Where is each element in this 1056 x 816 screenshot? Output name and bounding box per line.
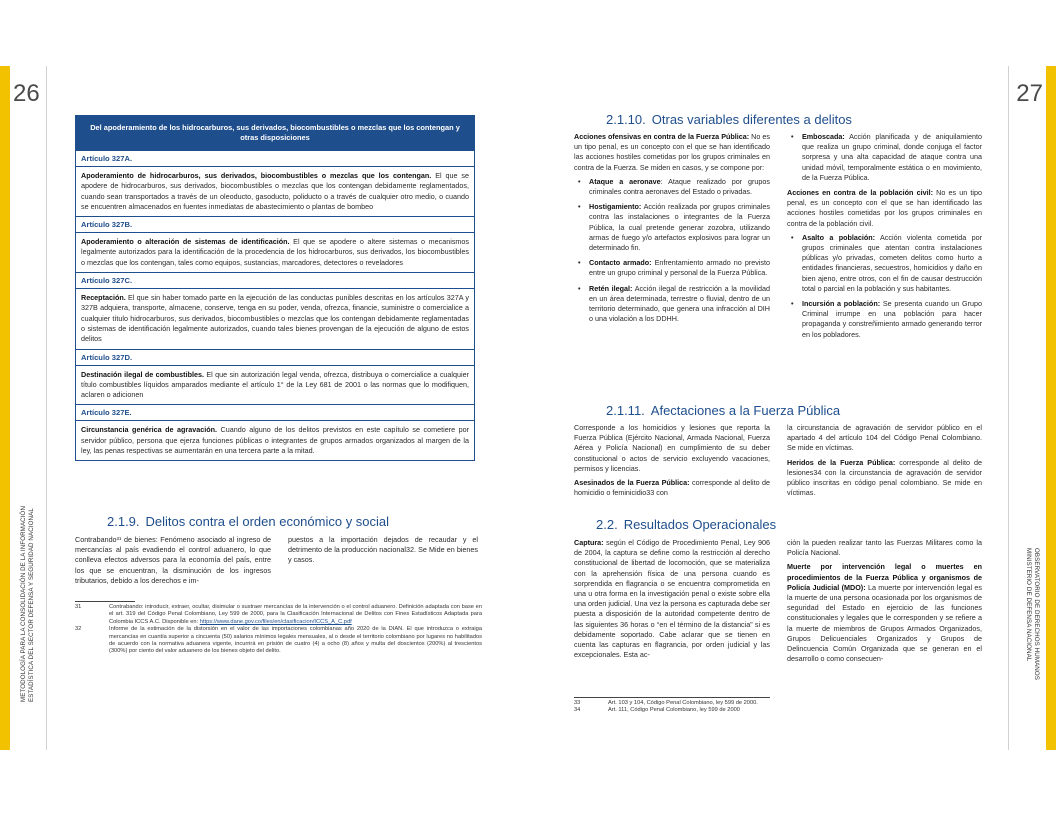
bullet-text: Acción realizada por grupos criminales contra las instalaciones o integrantes de la Fuerza Pública, la cual pretende generar zozobra, utilizando armas de fuego y/o artefactos explosivos para lograr un determinado fin.: [589, 202, 770, 253]
bullet-text: Acción violenta cometida por grupos criminales que atentan contra instalaciones públicas y/o privadas, cometen delitos como hurto a entidades financieras, secuestros, homicidios y daño en bien ajeno, entre otros, con el fin de causar destrucción total o parcial en la población y sus habitantes.: [802, 232, 982, 293]
footnote-31: [75, 604, 482, 626]
right-margin-rule: [1008, 66, 1009, 750]
hydrocarbon-articles-table: [75, 115, 475, 461]
footnote-number: 34: [574, 707, 581, 714]
section-number: 2.1.9.: [107, 514, 140, 529]
footnote-33: [574, 700, 814, 707]
article-title: Destinación ilegal de combustibles.: [81, 369, 204, 379]
paragraph: [787, 458, 982, 499]
paragraph: [787, 562, 982, 664]
section-2-1-11-col2: [787, 423, 982, 502]
section-heading-2-1-10: [606, 112, 852, 127]
table-header: Del apoderamiento de los hidrocarburos, sus derivados, biocombustibles o mezclas que los contengan y otras disposiciones: [76, 116, 474, 150]
footnotes-right: [574, 700, 814, 715]
bullet-item: [574, 202, 770, 253]
bullet-text: Enfrentamiento armado no previsto entre un grupo criminal y personal de la Fuerza Pública.: [589, 258, 770, 278]
bullet-term: Incursión a población:: [802, 299, 881, 309]
bullet-text: Acción ilegal de restricción a la movilidad en un área determinada, terrestre o fluvial, dentro de un territorio determinado, que genera una infracción al DIH o una violación a los DDHH.: [589, 283, 770, 324]
bullet-text: Se presenta cuando un Grupo Criminal irrumpe en una población para hacer propaganda y constreñimiento armado generando terror en los pobladores.: [802, 299, 982, 339]
paragraph: [574, 478, 770, 498]
section-number: 2.1.10.: [606, 112, 646, 127]
left-running-title-line1: METODOLOGÍA PARA LA CONSOLIDACIÓN DE LA INFORMACIÓN: [20, 505, 27, 702]
left-page-accent-strip: [0, 66, 10, 750]
right-running-title-line1: OBSERVATORIO DE DERECHOS HUMANOS: [1033, 548, 1040, 681]
section-title: Otras variables diferentes a delitos: [651, 112, 852, 127]
bullet-text: Acción planificada y de aniquilamiento que realiza un grupo criminal, donde conjuga el factor sorpresa y una alta capacidad de ataque contra una unidad móvil, temporalmente estática o en movimiento, de la Fuerza Pública.: [802, 132, 982, 182]
right-page-accent-strip: [1046, 66, 1056, 750]
term: Acciones ofensivas en contra de la Fuerza Pública:: [574, 132, 750, 141]
bullet-item: [574, 177, 770, 197]
term-definition: No es un tipo penal, es un concepto con el que se han identificado las acciones hostiles cometidas por los grupos criminales en contra de la población civil.: [787, 188, 982, 228]
term-definition: corresponde al delito de homicidio o feminicidio33 con: [574, 478, 770, 498]
footnote-text: Art. 111, Código Penal Colombiano, ley 599 de 2000: [608, 707, 740, 714]
footnote-number: 31: [75, 604, 82, 610]
paragraph: [574, 132, 770, 173]
footnote-text: Art. 103 y 104, Código Penal Colombiano, ley 599 de 2000.: [608, 700, 758, 706]
article-body: [76, 420, 474, 460]
paragraph: [574, 538, 770, 660]
footnote-text: Contrabando: introducir, extraer, ocultar, disimular o sustraer mercancías de la intervención o el control aduanero. Definición adaptada con base en el art. 319 del Código Penal Colombiano, Ley 599 de 2000, para la Clasificación Internacional de Delitos con Fines Estadísticos Adaptada para Colombia ICCS A.C. Disponible en:: [109, 604, 482, 625]
section-title: Delitos contra el orden económico y social: [145, 514, 390, 529]
article-title: Receptación.: [81, 293, 126, 303]
left-running-title-line2: ESTADÍSTICA DEL SECTOR DEFENSA Y SEGURIDAD NACIONAL: [28, 508, 35, 702]
paragraph: la circunstancia de agravación de servidor público en el apartado 4 del artículo 104 del Código Penal Colombiano. Se mide en víctimas.: [787, 423, 982, 453]
left-margin-rule: [46, 66, 47, 750]
term-definition: corresponde al delito de lesiones34 con la circunstancia de agravación de servidor público inscritas en código penal colombiano. Se mide en víctimas.: [787, 457, 982, 498]
article-text: El que sin haber tomado parte en la ejecución de las conductas punibles descritas en los artículos 327A y 327B adquiera, transporte, almacene, conserve, tenga en su poder, venda, ofrezca, financie, suministre o comercialice a cualquier título hidrocarburos, sus derivados, biocombustibles o mezclas que los contengan debidamente reglamentadas o sistemas de identificación legalmente autorizados, cuando tales bienes provengan de la ejecución de alguno de estos delitos: [81, 293, 469, 344]
article-body: [76, 365, 474, 405]
footnotes-left: [75, 604, 482, 656]
bullet-item: [574, 284, 770, 325]
term-definition: La muerte por intervención legal es la muerte de una persona ocasionada por los organismos de seguridad del Estado en ejercicio de las funciones constitucionales y legales que le corresponden y se refiere a la muerte de miembros de Grupos Armados Organizados, Grupos Delicuenciales Organizados y Grupos de Delincuencia Común Organizada que se generan en el desarrollo o como consecuen-: [787, 582, 982, 664]
footnote-32: [75, 626, 482, 656]
section-heading-2-1-11: [606, 403, 840, 418]
right-running-title: [1024, 548, 1040, 680]
bullet-term: Contacto armado:: [589, 258, 652, 268]
section-heading-2-2: [596, 517, 776, 532]
article-body: [76, 166, 474, 216]
page-number-right: 27: [1016, 80, 1043, 107]
term: Heridos de la Fuerza Pública:: [787, 457, 896, 467]
article-body: [76, 288, 474, 348]
article-title: Apoderamiento de hidrocarburos, sus derivados, biocombustibles o mezclas que los contengan.: [81, 171, 432, 180]
bullet-item: [787, 132, 982, 183]
article-text: El que se apodere de hidrocarburos, sus derivados, biocombustibles o mezclas que los contengan debidamente reglamentados, cuando sean transportados a través de un oleoducto, gasoducto, poliducto o a través de cualquier otro medio, o cuando se encuentren almacenados en fuentes inmediatas de abastecimiento o plantas de bombeo: [81, 171, 470, 211]
footnote-rule-right: [574, 697, 770, 698]
article-label: Artículo 327D.: [76, 349, 474, 365]
section-number: 2.2.: [596, 517, 618, 532]
footnote-text: Informe de la estimación de la distorsión en el valor de las importaciones colombianas año 2020 de la DIAN. El que introduzca o extraiga mercancías en cuantía superior a cincuenta (50) salarios mínimos legales mensuales, al o desde el territorio colombiano por lugares no habilitados de acuerdo con la normativa aduanera vigente, incurrirá en prisión de cuatro (4) a ocho (8) años y multa del doscientos (200%) al trescientos (300%) por ciento del valor aduanero de los bienes objeto del delito.: [109, 626, 482, 655]
section-2-1-11-col1: [574, 423, 770, 502]
paragraph: [787, 188, 982, 229]
article-text: El que se apodere o altere sistemas o mecanismos legalmente autorizados para la identificación de la procedencia de los hidrocarburos, sus derivados, los biocombustibles o mezclas que los contengan, tales como equipos, sustancias, marcadores, detectores o reveladores: [81, 237, 469, 267]
article-title: Apoderamiento o alteración de sistemas de identificación.: [81, 237, 290, 247]
article-label: Artículo 327B.: [76, 216, 474, 232]
paragraph: ción la pueden realizar tanto las Fuerzas Militares como la Policía Nacional.: [787, 538, 982, 558]
right-running-title-line2: MINISTERIO DE DEFENSA NACIONAL: [1025, 548, 1032, 662]
term: Acciones en contra de la población civil:: [787, 188, 933, 198]
article-label: Artículo 327E.: [76, 404, 474, 420]
bullet-term: Asalto a población:: [802, 232, 876, 242]
term: Asesinados de la Fuerza Pública:: [574, 478, 690, 488]
footnote-link[interactable]: https://www.dane.gov.co/files/en/clasificacion/ICCS_A_C.pdf: [199, 618, 352, 625]
bullet-item: [787, 299, 982, 340]
article-text: El que sin autorización legal venda, ofrezca, distribuya o comercialice a cualquier título combustibles líquidos amparados mediante el artículo 1° de la Ley 681 de 2001 o las normas que lo modifiquen, aclaren o adicionen: [81, 369, 469, 400]
bullet-term: Hostigamiento:: [589, 202, 642, 212]
left-running-title: [20, 506, 36, 702]
bullet-term: Retén ilegal:: [589, 283, 633, 293]
paragraph: Corresponde a los homicidios y lesiones que reporta la Fuerza Pública (Ejército Nacional, Armada Nacional, Fuerza Aérea y Policía Nacional) en cumplimiento de su deber constitucional o actos de servicio excluyendo vacaciones, permisos y licencias.: [574, 423, 770, 473]
bullet-text: : Ataque realizado por grupos criminales contra aeronaves del Estado o privadas.: [589, 176, 770, 197]
article-label: Artículo 327C.: [76, 272, 474, 288]
footnote-number: 33: [574, 700, 581, 706]
article-label: Artículo 327A.: [76, 150, 474, 166]
section-title: Resultados Operacionales: [623, 517, 777, 532]
section-heading-2-1-9: [107, 514, 389, 529]
term: Captura:: [574, 538, 604, 547]
section-2-2-col1: [574, 538, 770, 664]
section-2-1-10-col1: [574, 132, 770, 329]
section-title: Afectaciones a la Fuerza Pública: [650, 403, 841, 418]
footnote-rule-left: [75, 601, 135, 602]
section-number: 2.1.11.: [606, 403, 645, 418]
footnote-34: [574, 707, 814, 714]
page-number-left: 26: [13, 80, 40, 107]
article-text: Cuando alguno de los delitos previstos en este capítulo se cometiere por servidor público, persona que ejerza funciones públicas o integrantes de grupos armados organizados al margen de la ley, las penas respectivas se aumentarán en una tercera parte a la mitad.: [81, 425, 469, 456]
article-title: Circunstancia genérica de agravación.: [81, 425, 217, 435]
bullet-item: [787, 233, 982, 294]
section-2-2-col2: [787, 538, 982, 668]
term-definition: No es un tipo penal, es un concepto con el que se han identificado las acciones hostiles cometidas por los grupos criminales en contra de la Fuerza. Se miden en casos, y se compone por:: [574, 132, 770, 172]
bullet-item: [574, 258, 770, 278]
section-2-1-10-col2: [787, 132, 982, 345]
bullet-term: Ataque a aeronave: [589, 176, 661, 186]
term-definition: según el Código de Procedimiento Penal, Ley 906 de 2004, la captura se define como la restricción al derecho constitucional de libertad de locomoción, que se materializa con la aprehensión física de una persona cuando es sorprendida en flagrancia o se encuentra comprometida en una u otra forma en la investigación penal o existe sobre ella una orden judicial. Una vez la persona es capturada debe ser puesta a disposición de la autoridad competente dentro de las siguientes 36 horas o “en el término de la distancia” si es debidamente soportado. Cabe aclarar que se tienen en cuenta las capturas en flagrancia, por orden judicial y las excepcionales. Esta ac-: [574, 538, 770, 660]
footnote-number: 32: [75, 626, 82, 633]
section-2-1-9-col1: Contrabando³¹ de bienes: Fenómeno asociado al ingreso de mercancías al país evadiendo el control aduanero, lo que conlleva efectos adversos para la economía del país, entre los que se encuentran, la disminución de los ingresos tributarios, debido a los derechos e im-: [75, 535, 271, 585]
section-2-1-9-col2: puestos a la importación dejados de recaudar y el detrimento de la producción nacional32. Se Mide en bienes y casos.: [288, 535, 478, 565]
article-body: [76, 232, 474, 272]
term: Muerte por intervención legal o muertes en procedimientos de la Fuerza Pública y organismos de Policía Judicial (MDO):: [787, 562, 982, 592]
bullet-term: Emboscada:: [802, 132, 845, 141]
